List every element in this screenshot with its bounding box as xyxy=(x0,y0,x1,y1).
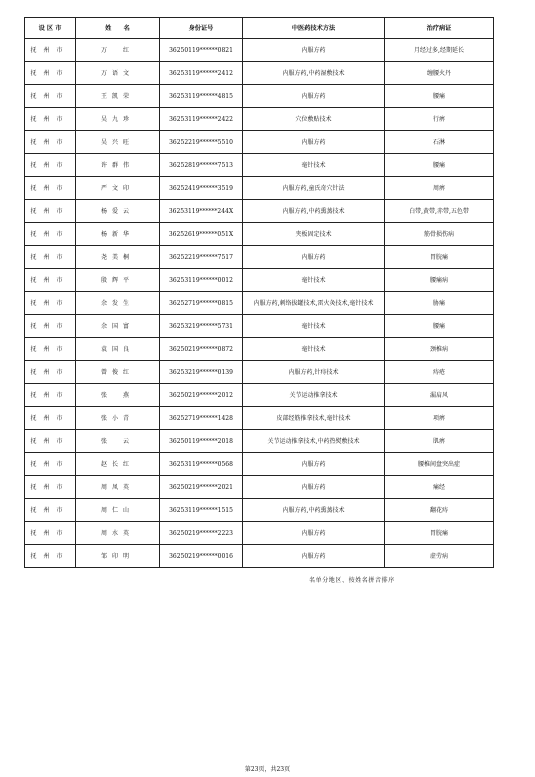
cell-disease: 缠腰火丹 xyxy=(385,62,494,85)
cell-disease: 痔疮 xyxy=(385,361,494,384)
cell-id: 36252219******5510 xyxy=(160,131,243,154)
practitioner-table xyxy=(24,17,494,568)
cell-area: 抚州市 xyxy=(25,499,76,522)
table-row xyxy=(25,499,494,522)
cell-method: 内服方药 xyxy=(243,246,385,269)
table-row xyxy=(25,522,494,545)
cell-disease: 虚劳病 xyxy=(385,545,494,568)
header-method: 中医药技术方法 xyxy=(243,18,385,39)
table-row xyxy=(25,269,494,292)
table-row xyxy=(25,154,494,177)
cell-name: 尧美桐 xyxy=(76,246,160,269)
table-row xyxy=(25,246,494,269)
cell-name: 许群伟 xyxy=(76,154,160,177)
page-number: 第23页，共23页 xyxy=(244,766,291,773)
cell-method: 关节运动推拿技术 xyxy=(243,384,385,407)
cell-disease: 胃脘痛 xyxy=(385,522,494,545)
cell-name: 周水英 xyxy=(76,522,160,545)
cell-method: 夹板固定技术 xyxy=(243,223,385,246)
cell-name: 张 云 xyxy=(76,430,160,453)
table-row xyxy=(25,177,494,200)
cell-disease: 周痹 xyxy=(385,177,494,200)
table-row xyxy=(25,430,494,453)
cell-area: 抚州市 xyxy=(25,545,76,568)
cell-area: 抚州市 xyxy=(25,85,76,108)
cell-name: 杨新华 xyxy=(76,223,160,246)
cell-name: 邹印明 xyxy=(76,545,160,568)
header-area: 设 区 市 xyxy=(25,18,76,39)
table-row xyxy=(25,338,494,361)
cell-method: 内服方药,中药熏蒸技术 xyxy=(243,499,385,522)
cell-id: 36253119******4815 xyxy=(160,85,243,108)
cell-method: 毫针技术 xyxy=(243,269,385,292)
cell-method: 内服方药 xyxy=(243,131,385,154)
cell-id: 36252219******7517 xyxy=(160,246,243,269)
table-row xyxy=(25,453,494,476)
cell-area: 抚州市 xyxy=(25,292,76,315)
cell-disease: 腰痛病 xyxy=(385,269,494,292)
cell-area: 抚州市 xyxy=(25,131,76,154)
table-row xyxy=(25,476,494,499)
cell-disease: 肌痹 xyxy=(385,430,494,453)
table-row xyxy=(25,292,494,315)
cell-method: 穴位敷贴技术 xyxy=(243,108,385,131)
cell-method: 内服方药,针痔技术 xyxy=(243,361,385,384)
cell-method: 内服方药,童氏奇穴针法 xyxy=(243,177,385,200)
cell-name: 万语文 xyxy=(76,62,160,85)
cell-name: 殷辉平 xyxy=(76,269,160,292)
cell-area: 抚州市 xyxy=(25,177,76,200)
cell-area: 抚州市 xyxy=(25,39,76,62)
cell-name: 曾俊红 xyxy=(76,361,160,384)
cell-id: 36250219******0016 xyxy=(160,545,243,568)
table-row xyxy=(25,108,494,131)
cell-method: 毫针技术 xyxy=(243,338,385,361)
header-name: 姓 名 xyxy=(76,18,160,39)
cell-id: 36253219******0139 xyxy=(160,361,243,384)
cell-disease: 腰痛 xyxy=(385,154,494,177)
cell-method: 内服方药 xyxy=(243,39,385,62)
cell-id: 36253119******0012 xyxy=(160,269,243,292)
cell-name: 吴兴旺 xyxy=(76,131,160,154)
cell-method: 毫针技术 xyxy=(243,315,385,338)
cell-disease: 颈椎病 xyxy=(385,338,494,361)
cell-disease: 月经过多,经期延长 xyxy=(385,39,494,62)
cell-disease: 漏肩风 xyxy=(385,384,494,407)
cell-id: 36253219******5731 xyxy=(160,315,243,338)
cell-method: 内服方药 xyxy=(243,85,385,108)
table-row xyxy=(25,39,494,62)
cell-area: 抚州市 xyxy=(25,338,76,361)
cell-area: 抚州市 xyxy=(25,453,76,476)
cell-method: 内服方药 xyxy=(243,522,385,545)
table-row xyxy=(25,200,494,223)
table-row xyxy=(25,85,494,108)
cell-id: 36253119******2412 xyxy=(160,62,243,85)
cell-id: 36252619******051X xyxy=(160,223,243,246)
cell-id: 36252419******3519 xyxy=(160,177,243,200)
cell-area: 抚州市 xyxy=(25,430,76,453)
cell-disease: 胃脘痛 xyxy=(385,246,494,269)
cell-area: 抚州市 xyxy=(25,361,76,384)
table-row xyxy=(25,407,494,430)
cell-method: 皮部经筋推拿技术,毫针技术 xyxy=(243,407,385,430)
cell-area: 抚州市 xyxy=(25,246,76,269)
cell-area: 抚州市 xyxy=(25,315,76,338)
cell-name: 吴九珍 xyxy=(76,108,160,131)
cell-method: 内服方药 xyxy=(243,476,385,499)
cell-name: 余发生 xyxy=(76,292,160,315)
sorting-note: 名单分地区、按姓名拼音排序 xyxy=(309,577,395,584)
table-row xyxy=(25,361,494,384)
cell-name: 周仁山 xyxy=(76,499,160,522)
cell-area: 抚州市 xyxy=(25,200,76,223)
cell-area: 抚州市 xyxy=(25,62,76,85)
cell-disease: 白带,黄带,赤带,五色带 xyxy=(385,200,494,223)
cell-id: 36250119******2018 xyxy=(160,430,243,453)
cell-name: 袁国良 xyxy=(76,338,160,361)
cell-id: 36250219******0872 xyxy=(160,338,243,361)
table-row xyxy=(25,223,494,246)
cell-disease: 筋骨损伤病 xyxy=(385,223,494,246)
cell-id: 36252719******1428 xyxy=(160,407,243,430)
table-row xyxy=(25,384,494,407)
cell-method: 内服方药 xyxy=(243,545,385,568)
table-row xyxy=(25,545,494,568)
cell-area: 抚州市 xyxy=(25,108,76,131)
cell-name: 万 红 xyxy=(76,39,160,62)
cell-disease: 腰痛 xyxy=(385,315,494,338)
cell-method: 内服方药,中药湿敷技术 xyxy=(243,62,385,85)
header-disease: 治疗病证 xyxy=(385,18,494,39)
cell-name: 周凤英 xyxy=(76,476,160,499)
cell-id: 36250219******2021 xyxy=(160,476,243,499)
cell-method: 内服方药,中药熏蒸技术 xyxy=(243,200,385,223)
cell-id: 36250219******2223 xyxy=(160,522,243,545)
cell-area: 抚州市 xyxy=(25,269,76,292)
cell-name: 张 燕 xyxy=(76,384,160,407)
cell-id: 36253119******2422 xyxy=(160,108,243,131)
table-row xyxy=(25,131,494,154)
table-row xyxy=(25,62,494,85)
cell-method: 内服方药 xyxy=(243,453,385,476)
cell-id: 36253119******1515 xyxy=(160,499,243,522)
cell-area: 抚州市 xyxy=(25,154,76,177)
table-row xyxy=(25,315,494,338)
cell-disease: 行痹 xyxy=(385,108,494,131)
cell-id: 36250119******0821 xyxy=(160,39,243,62)
cell-area: 抚州市 xyxy=(25,223,76,246)
cell-method: 关节运动推拿技术,中药热熨敷技术 xyxy=(243,430,385,453)
cell-id: 36253119******244X xyxy=(160,200,243,223)
header-row xyxy=(25,18,494,39)
cell-disease: 胁痛 xyxy=(385,292,494,315)
cell-name: 杨爱云 xyxy=(76,200,160,223)
cell-disease: 腰痛 xyxy=(385,85,494,108)
cell-disease: 石淋 xyxy=(385,131,494,154)
cell-area: 抚州市 xyxy=(25,522,76,545)
cell-area: 抚州市 xyxy=(25,407,76,430)
cell-disease: 项痹 xyxy=(385,407,494,430)
header-id: 身份证号 xyxy=(160,18,243,39)
cell-name: 赵长红 xyxy=(76,453,160,476)
cell-disease: 腰椎间盘突出症 xyxy=(385,453,494,476)
cell-name: 严文印 xyxy=(76,177,160,200)
cell-name: 余国富 xyxy=(76,315,160,338)
cell-disease: 翻花痔 xyxy=(385,499,494,522)
cell-name: 张小青 xyxy=(76,407,160,430)
cell-disease: 痛经 xyxy=(385,476,494,499)
cell-area: 抚州市 xyxy=(25,476,76,499)
cell-method: 内服方药,刺络拔罐技术,雷火灸技术,毫针技术 xyxy=(243,292,385,315)
cell-id: 36252719******0815 xyxy=(160,292,243,315)
cell-name: 王凯荣 xyxy=(76,85,160,108)
cell-id: 36252819******7513 xyxy=(160,154,243,177)
cell-method: 毫针技术 xyxy=(243,154,385,177)
cell-id: 36253119******0568 xyxy=(160,453,243,476)
cell-area: 抚州市 xyxy=(25,384,76,407)
cell-id: 36250219******2012 xyxy=(160,384,243,407)
